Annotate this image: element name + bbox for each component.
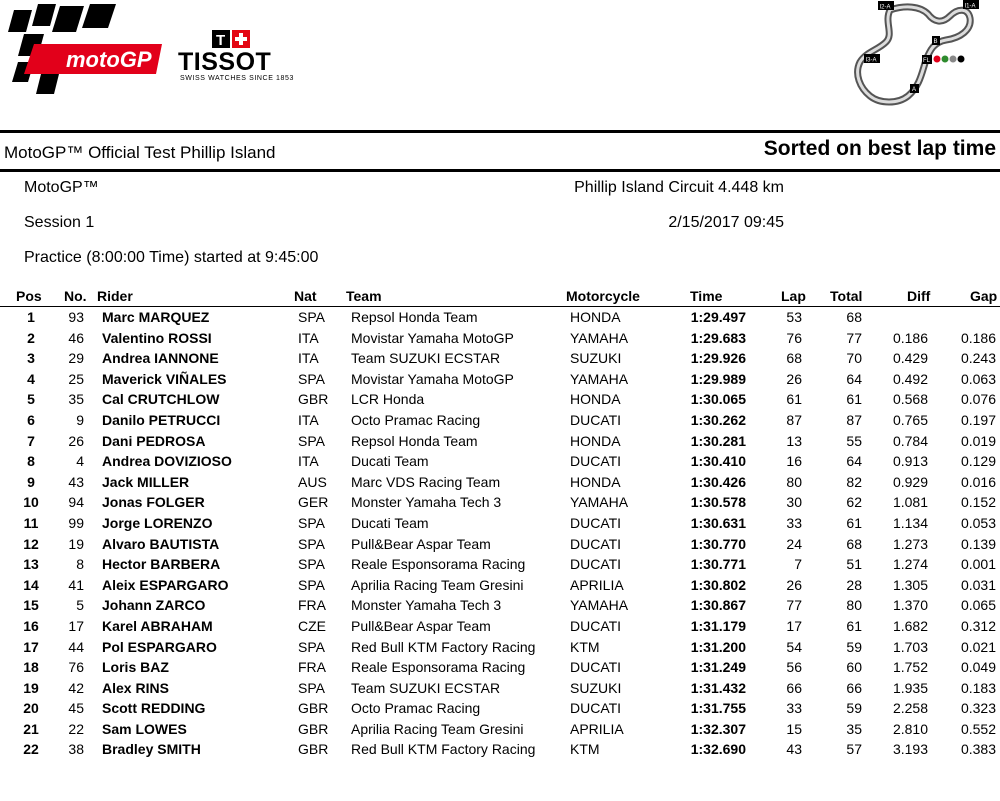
cell-time: 1:29.989	[690, 370, 746, 387]
cell-gap: 0.243	[960, 350, 996, 367]
cell-nat: ITA	[298, 453, 319, 470]
cell-team: Red Bull KTM Factory Racing	[351, 638, 536, 655]
cell-diff: 0.929	[892, 473, 928, 490]
col-header-pos: Pos	[16, 288, 42, 304]
cell-motorcycle: YAMAHA	[570, 494, 629, 511]
cell-nat: SPA	[298, 370, 325, 387]
col-header-motorcycle: Motorcycle	[566, 288, 640, 304]
table-row	[0, 534, 1000, 555]
cell-time: 1:31.249	[690, 659, 746, 676]
session-datetime: 2/15/2017 09:45	[668, 214, 784, 231]
track-map	[850, 0, 980, 108]
cell-diff: 0.429	[892, 350, 928, 367]
svg-text:I3-A: I3-A	[865, 57, 877, 64]
cell-gap: 0.021	[960, 638, 996, 655]
cell-lap: 30	[786, 494, 802, 511]
cell-no: 43	[68, 473, 84, 490]
cell-pos: 22	[23, 741, 39, 758]
cell-gap: 0.552	[960, 720, 996, 737]
cell-diff: 1.935	[892, 679, 928, 696]
cell-gap: 0.065	[960, 597, 996, 614]
cell-total: 62	[846, 494, 862, 511]
cell-time: 1:30.281	[690, 432, 746, 449]
svg-text:I1-A: I1-A	[964, 3, 976, 10]
svg-text:FL: FL	[923, 58, 931, 64]
cell-gap: 0.139	[960, 535, 996, 552]
cell-time: 1:30.802	[690, 576, 746, 593]
cell-lap: 87	[786, 411, 802, 428]
cell-total: 64	[846, 453, 862, 470]
col-header-team: Team	[346, 288, 382, 304]
cell-no: 26	[68, 432, 84, 449]
table-row	[0, 328, 1000, 349]
cell-motorcycle: DUCATI	[570, 535, 622, 552]
cell-diff: 1.370	[892, 597, 928, 614]
tissot-wordmark: TISSOT	[178, 48, 272, 76]
cell-time: 1:29.926	[690, 350, 746, 367]
cell-motorcycle: DUCATI	[570, 514, 622, 531]
cell-team: Octo Pramac Racing	[351, 700, 481, 717]
cell-time: 1:31.200	[690, 638, 746, 655]
cell-gap: 0.076	[960, 391, 996, 408]
col-header-no: No.	[64, 288, 87, 304]
cell-lap: 13	[786, 432, 802, 449]
cell-total: 51	[846, 556, 862, 573]
cell-team: Reale Esponsorama Racing	[351, 556, 526, 573]
cell-time: 1:29.683	[690, 329, 746, 346]
table-row	[0, 389, 1000, 410]
cell-total: 59	[846, 700, 862, 717]
cell-pos: 3	[27, 350, 35, 367]
cell-diff: 1.752	[892, 659, 928, 676]
title-rule-top	[0, 130, 1000, 133]
cell-lap: 61	[786, 391, 802, 408]
motogp-logo	[4, 2, 164, 102]
title-rule-bottom	[0, 169, 1000, 172]
cell-lap: 33	[786, 514, 802, 531]
cell-no: 38	[68, 741, 84, 758]
cell-nat: SPA	[298, 514, 325, 531]
cell-no: 44	[68, 638, 84, 655]
cell-rider: Jonas FOLGER	[102, 494, 205, 511]
cell-lap: 26	[786, 370, 802, 387]
cell-diff: 1.703	[892, 638, 928, 655]
cell-nat: SPA	[298, 535, 325, 552]
cell-gap: 0.312	[960, 617, 996, 634]
cell-team: Pull&Bear Aspar Team	[351, 535, 491, 552]
cell-rider: Aleix ESPARGARO	[102, 576, 229, 593]
cell-gap: 0.063	[960, 370, 996, 387]
cell-pos: 21	[23, 720, 39, 737]
table-row	[0, 554, 1000, 575]
cell-total: 80	[846, 597, 862, 614]
table-row	[0, 451, 1000, 472]
cell-rider: Pol ESPARGARO	[102, 638, 217, 655]
cell-rider: Danilo PETRUCCI	[102, 411, 221, 428]
class-label: MotoGP™	[24, 179, 99, 196]
cell-rider: Bradley SMITH	[102, 741, 201, 758]
cell-no: 5	[76, 597, 84, 614]
cell-nat: SPA	[298, 576, 325, 593]
cell-team: Monster Yamaha Tech 3	[351, 597, 502, 614]
cell-pos: 20	[23, 700, 39, 717]
table-row	[0, 492, 1000, 513]
svg-text:I2-A: I2-A	[879, 4, 891, 11]
cell-gap: 0.383	[960, 741, 996, 758]
cell-total: 35	[846, 720, 862, 737]
cell-total: 59	[846, 638, 862, 655]
cell-time: 1:30.867	[690, 597, 746, 614]
cell-no: 35	[68, 391, 84, 408]
cell-team: Octo Pramac Racing	[351, 411, 481, 428]
cell-diff: 3.193	[892, 741, 928, 758]
cell-total: 60	[846, 659, 862, 676]
cell-gap: 0.152	[960, 494, 996, 511]
session-label: Session 1	[24, 214, 95, 231]
cell-pos: 10	[23, 494, 39, 511]
cell-gap: 0.197	[960, 411, 996, 428]
cell-motorcycle: KTM	[570, 638, 600, 655]
cell-lap: 7	[794, 556, 802, 573]
cell-team: Team SUZUKI ECSTAR	[351, 679, 501, 696]
cell-pos: 14	[23, 576, 39, 593]
cell-team: Pull&Bear Aspar Team	[351, 617, 491, 634]
table-row	[0, 616, 1000, 637]
cell-rider: Hector BARBERA	[102, 556, 221, 573]
cell-motorcycle: APRILIA	[570, 720, 624, 737]
cell-pos: 5	[27, 391, 35, 408]
cell-gap: 0.001	[960, 556, 996, 573]
cell-time: 1:30.578	[690, 494, 746, 511]
practice-info: Practice (8:00:00 Time) started at 9:45:00	[24, 249, 319, 266]
cell-motorcycle: DUCATI	[570, 659, 622, 676]
results-table	[0, 287, 1000, 760]
cell-rider: Sam LOWES	[102, 720, 187, 737]
cell-no: 29	[68, 350, 84, 367]
cell-nat: FRA	[298, 659, 326, 676]
cell-lap: 43	[786, 741, 802, 758]
cell-total: 61	[846, 514, 862, 531]
cell-no: 41	[68, 576, 84, 593]
cell-total: 70	[846, 350, 862, 367]
cell-lap: 15	[786, 720, 802, 737]
motogp-logo-text: motoGP	[66, 47, 152, 72]
cell-team: LCR Honda	[351, 391, 425, 408]
cell-gap: 0.019	[960, 432, 996, 449]
cell-pos: 12	[23, 535, 39, 552]
cell-nat: GER	[298, 494, 329, 511]
col-header-total: Total	[830, 288, 863, 304]
cell-nat: ITA	[298, 411, 319, 428]
cell-no: 22	[68, 720, 84, 737]
table-row	[0, 719, 1000, 740]
cell-time: 1:30.631	[690, 514, 746, 531]
table-row	[0, 698, 1000, 719]
cell-gap: 0.323	[960, 700, 996, 717]
cell-motorcycle: HONDA	[570, 473, 621, 490]
cell-time: 1:30.770	[690, 535, 746, 552]
col-header-gap: Gap	[970, 288, 998, 304]
cell-lap: 33	[786, 700, 802, 717]
cell-nat: GBR	[298, 741, 329, 758]
cell-diff: 0.492	[892, 370, 928, 387]
cell-no: 19	[68, 535, 84, 552]
cell-total: 66	[846, 679, 862, 696]
cell-time: 1:30.426	[690, 473, 746, 490]
cell-team: Ducati Team	[351, 514, 429, 531]
cell-gap: 0.031	[960, 576, 996, 593]
cell-total: 77	[846, 329, 862, 346]
table-row	[0, 307, 1000, 328]
cell-diff: 2.258	[892, 700, 928, 717]
cell-pos: 17	[23, 638, 39, 655]
cell-nat: CZE	[298, 617, 326, 634]
cell-rider: Maverick VIÑALES	[102, 370, 227, 387]
table-body	[0, 307, 1000, 760]
table-row	[0, 595, 1000, 616]
cell-gap: 0.016	[960, 473, 996, 490]
cell-pos: 7	[27, 432, 35, 449]
cell-no: 99	[68, 514, 84, 531]
cell-time: 1:31.755	[690, 700, 746, 717]
cell-diff: 1.305	[892, 576, 928, 593]
cell-rider: Jack MILLER	[102, 473, 190, 490]
cell-total: 61	[846, 391, 862, 408]
cell-team: Ducati Team	[351, 453, 429, 470]
cell-total: 61	[846, 617, 862, 634]
cell-team: Aprilia Racing Team Gresini	[351, 576, 524, 593]
cell-rider: Marc MARQUEZ	[102, 309, 210, 325]
cell-total: 68	[846, 535, 862, 552]
cell-total: 87	[846, 411, 862, 428]
cell-motorcycle: SUZUKI	[570, 679, 622, 696]
col-header-lap: Lap	[781, 288, 806, 304]
table-row	[0, 472, 1000, 493]
svg-text:A: A	[912, 87, 917, 93]
cell-motorcycle: KTM	[570, 741, 600, 758]
cell-rider: Andrea DOVIZIOSO	[102, 453, 232, 470]
cell-pos: 15	[23, 597, 39, 614]
cell-lap: 24	[786, 535, 802, 552]
cell-team: Red Bull KTM Factory Racing	[351, 741, 536, 758]
cell-lap: 76	[786, 329, 802, 346]
cell-diff: 1.134	[892, 514, 928, 531]
cell-diff: 2.810	[892, 720, 928, 737]
cell-nat: GBR	[298, 720, 329, 737]
cell-total: 57	[846, 741, 862, 758]
table-row	[0, 637, 1000, 658]
cell-motorcycle: DUCATI	[570, 556, 622, 573]
cell-rider: Dani PEDROSA	[102, 432, 206, 449]
cell-motorcycle: HONDA	[570, 309, 621, 325]
table-row	[0, 678, 1000, 699]
cell-team: Team SUZUKI ECSTAR	[351, 350, 501, 367]
cell-gap: 0.186	[960, 329, 996, 346]
cell-pos: 4	[27, 370, 35, 387]
table-row	[0, 369, 1000, 390]
event-title: MotoGP™ Official Test Phillip Island	[4, 143, 276, 162]
cell-diff: 0.186	[892, 329, 928, 346]
cell-no: 8	[76, 556, 84, 573]
cell-motorcycle: APRILIA	[570, 576, 624, 593]
cell-pos: 1	[27, 309, 35, 325]
cell-motorcycle: DUCATI	[570, 700, 622, 717]
cell-total: 68	[846, 309, 862, 325]
cell-nat: SPA	[298, 679, 325, 696]
cell-lap: 53	[786, 309, 802, 325]
cell-team: Movistar Yamaha MotoGP	[351, 329, 514, 346]
table-row	[0, 348, 1000, 369]
cell-total: 64	[846, 370, 862, 387]
cell-gap: 0.049	[960, 659, 996, 676]
cell-no: 93	[68, 309, 84, 325]
cell-pos: 2	[27, 329, 35, 346]
table-row	[0, 575, 1000, 596]
cell-time: 1:31.432	[690, 679, 746, 696]
col-header-nat: Nat	[294, 288, 317, 304]
cell-lap: 56	[786, 659, 802, 676]
cell-diff: 1.081	[892, 494, 928, 511]
cell-time: 1:30.065	[690, 391, 746, 408]
cell-motorcycle: YAMAHA	[570, 597, 629, 614]
cell-motorcycle: SUZUKI	[570, 350, 622, 367]
cell-motorcycle: DUCATI	[570, 453, 622, 470]
cell-pos: 6	[27, 411, 35, 428]
cell-total: 55	[846, 432, 862, 449]
cell-total: 82	[846, 473, 862, 490]
cell-rider: Loris BAZ	[102, 659, 169, 676]
cell-lap: 77	[786, 597, 802, 614]
cell-rider: Valentino ROSSI	[102, 329, 212, 346]
cell-no: 9	[76, 411, 84, 428]
cell-time: 1:32.307	[690, 720, 746, 737]
cell-team: Repsol Honda Team	[351, 309, 478, 325]
cell-motorcycle: DUCATI	[570, 617, 622, 634]
cell-no: 94	[68, 494, 84, 511]
table-header	[0, 287, 1000, 307]
table-row	[0, 410, 1000, 431]
cell-diff: 1.273	[892, 535, 928, 552]
cell-time: 1:31.179	[690, 617, 746, 634]
table-row	[0, 513, 1000, 534]
cell-diff: 0.784	[892, 432, 928, 449]
col-header-diff: Diff	[907, 288, 931, 304]
cell-lap: 66	[786, 679, 802, 696]
col-header-rider: Rider	[97, 288, 133, 304]
cell-diff: 0.913	[892, 453, 928, 470]
cell-rider: Karel ABRAHAM	[102, 617, 213, 634]
cell-lap: 17	[786, 617, 802, 634]
cell-diff: 1.682	[892, 617, 928, 634]
cell-motorcycle: YAMAHA	[570, 370, 629, 387]
cell-rider: Alvaro BAUTISTA	[102, 535, 220, 552]
cell-team: Repsol Honda Team	[351, 432, 478, 449]
cell-pos: 9	[27, 473, 35, 490]
cell-no: 17	[68, 617, 84, 634]
cell-nat: SPA	[298, 309, 325, 325]
cell-team: Movistar Yamaha MotoGP	[351, 370, 514, 387]
cell-no: 42	[68, 679, 84, 696]
cell-time: 1:30.262	[690, 411, 746, 428]
table-row	[0, 739, 1000, 760]
cell-nat: SPA	[298, 556, 325, 573]
col-header-time: Time	[690, 288, 723, 304]
cell-nat: GBR	[298, 391, 329, 408]
table-row	[0, 657, 1000, 678]
cell-total: 28	[846, 576, 862, 593]
cell-no: 25	[68, 370, 84, 387]
cell-team: Aprilia Racing Team Gresini	[351, 720, 524, 737]
cell-pos: 18	[23, 659, 39, 676]
cell-rider: Andrea IANNONE	[102, 350, 219, 367]
cell-pos: 11	[23, 514, 39, 531]
sort-label: Sorted on best lap time	[763, 137, 996, 160]
cell-motorcycle: YAMAHA	[570, 329, 629, 346]
cell-team: Reale Esponsorama Racing	[351, 659, 526, 676]
tissot-logo	[178, 30, 294, 82]
cell-time: 1:32.690	[690, 741, 746, 758]
tissot-tagline: SWISS WATCHES SINCE 1853	[180, 75, 294, 82]
cell-motorcycle: DUCATI	[570, 411, 622, 428]
cell-rider: Johann ZARCO	[102, 597, 206, 614]
cell-nat: AUS	[298, 473, 327, 490]
cell-lap: 68	[786, 350, 802, 367]
cell-gap: 0.053	[960, 514, 996, 531]
cell-nat: SPA	[298, 638, 325, 655]
cell-rider: Cal CRUTCHLOW	[102, 391, 220, 408]
cell-time: 1:30.410	[690, 453, 746, 470]
cell-no: 4	[76, 453, 84, 470]
cell-pos: 16	[23, 617, 39, 634]
cell-motorcycle: HONDA	[570, 432, 621, 449]
cell-gap: 0.183	[960, 679, 996, 696]
cell-team: Marc VDS Racing Team	[351, 473, 501, 490]
cell-team: Monster Yamaha Tech 3	[351, 494, 502, 511]
cell-rider: Jorge LORENZO	[102, 514, 213, 531]
cell-no: 45	[68, 700, 84, 717]
cell-pos: 19	[23, 679, 39, 696]
cell-nat: ITA	[298, 350, 319, 367]
cell-lap: 26	[786, 576, 802, 593]
cell-nat: FRA	[298, 597, 326, 614]
cell-time: 1:29.497	[690, 309, 746, 325]
circuit-label: Phillip Island Circuit 4.448 km	[574, 179, 784, 196]
svg-text:T: T	[216, 32, 226, 49]
cell-diff: 0.568	[892, 391, 928, 408]
cell-no: 76	[68, 659, 84, 676]
svg-text:B: B	[933, 39, 938, 45]
cell-rider: Alex RINS	[102, 679, 169, 696]
cell-lap: 80	[786, 473, 802, 490]
cell-lap: 54	[786, 638, 802, 655]
cell-no: 46	[68, 329, 84, 346]
cell-nat: GBR	[298, 700, 329, 717]
cell-gap: 0.129	[960, 453, 996, 470]
cell-pos: 13	[23, 556, 39, 573]
cell-pos: 8	[27, 453, 35, 470]
cell-lap: 16	[786, 453, 802, 470]
cell-diff: 1.274	[892, 556, 928, 573]
cell-time: 1:30.771	[690, 556, 746, 573]
cell-diff: 0.765	[892, 411, 928, 428]
cell-nat: ITA	[298, 329, 319, 346]
cell-rider: Scott REDDING	[102, 700, 206, 717]
cell-nat: SPA	[298, 432, 325, 449]
cell-motorcycle: HONDA	[570, 391, 621, 408]
table-row	[0, 431, 1000, 452]
